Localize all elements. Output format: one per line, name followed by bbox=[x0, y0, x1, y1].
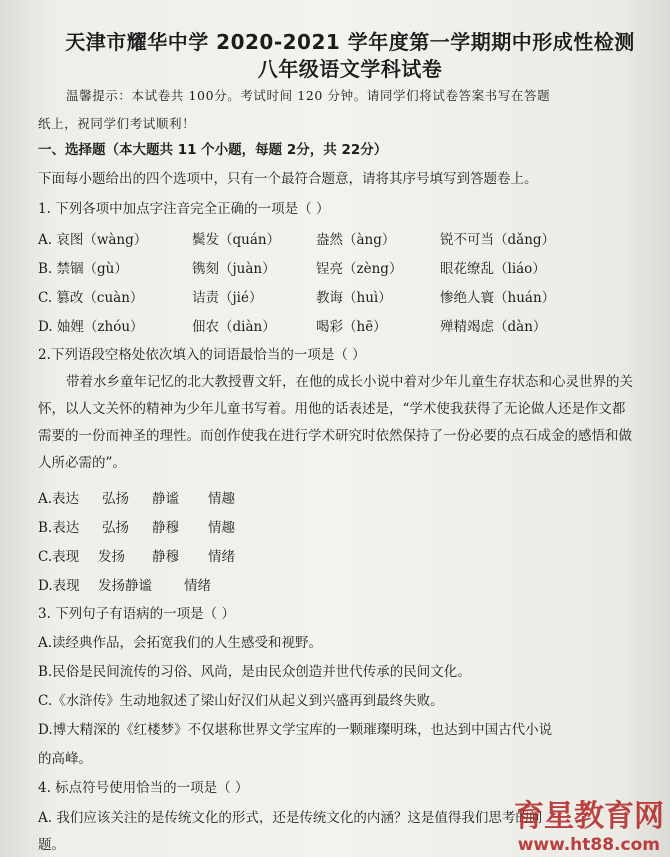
q3-option-d-cont: 的高峰。 bbox=[38, 751, 92, 767]
q3-option-c: C.《水浒传》生动地叙述了梁山好汉们从起义到兴盛再到最终失败。 bbox=[38, 693, 444, 709]
q3-option-d: D.博大精深的《红楼梦》不仅堪称世界文学宝库的一颗璀璨明珠，也达到中国古代小说 bbox=[38, 722, 553, 738]
section-heading: 一、选择题（本大题共 11 个小题，每题 2分，共 22分） bbox=[38, 142, 388, 158]
q4-option-a: A. 我们应该关注的是传统文化的形式，还是传统文化的内涵？这是值得我们思考的问 bbox=[38, 810, 543, 826]
q3-option-b: B.民俗是民间流传的习俗、风尚，是由民众创造并世代传承的民间文化。 bbox=[38, 664, 471, 680]
exam-subtitle: 八年级语文学科试卷 bbox=[257, 57, 443, 81]
q3-stem: 3. 下列句子有语病的一项是（ ） bbox=[38, 606, 235, 622]
section-instruction: 下面每小题给出的四个选项中，只有一个最符合题意，请将其序号填写到答题卷上。 bbox=[38, 171, 538, 187]
watermark-logo: 育星教育网 bbox=[514, 799, 664, 834]
q2-paragraph: 带着水乡童年记忆的北大教授曹文轩，在他的成长小说中着对少年儿童生存状态和心灵世界的关怀，以人文关怀的精神为少年儿童书写着。用他的话表述是，“学术使我获得了无论做人还是作文都需要的一份而神圣的理性。而创作使我在进行学术研究时依然保持了一份必要的点石成金的感悟和做人所必需的”。 bbox=[38, 374, 633, 471]
exam-title: 天津市耀华中学 2020-2021 学年度第一学期期中形成性检测 bbox=[65, 30, 635, 54]
exam-page: 天津市耀华中学 2020-2021 学年度第一学期期中形成性检测 八年级语文学科试卷 温馨提示：本试卷共 100分。考试时间 120 分钟。请同学们将试卷答案书写在答题 纸上，祝同学们考试顺利！ 一、选择题（本大题共 11 个小题，每题 2分，共 22分） 下面每小题给出的四个选项中，只有一个最符合题意，请将其序号填写到答题卷上。 1. 下列各项中加点字注音完全正确的一项是（ ） A. 哀图（wàng） 鬓发（quán） 盎然（àng） 锐不可当（dǎng） B. 禁锢（gù） 镌刻（juàn） 锃亮（zèng） 眼花缭乱（liáo） C. 篡改（cuàn） 诘责（jié） 教诲（huì） 惨绝人寰（huán） D. 妯娌（zhóu） 佃农（diàn） 喝彩（hē） 殚精竭虑（dàn） 2.下列语段空格处依次填入的词语最恰当的一项是（ ） 带着水乡童年记忆的北大教授曹文轩，在他的成长小说中着对少年儿童生存状态和心灵世界的关怀，以人文关怀的精神为少年儿童书写着。用他的话表述是，“学术使我获得了无论做人还是作文都需要的一份而神圣的理性。而创作使我在进行学术研究时依然保持了一份必要的点石成金的感悟和做人所必需的”。 A.表达 弘扬 静谧 情趣 B.表达 弘扬 静穆 情趣 C.表现 发扬 静穆 情绪 D.表现 发扬静谧 情绪 3. 下列句子有语病的一项是（ ） A.读经典作品，会拓宽我们的人生感受和视野。 B.民俗是民间流传的习俗、风尚，是由民众创造并世代传承的民间文化。 C.《水浒传》生动地叙述了梁山好汉们从起义到兴盛再到最终失败。 D.博大精深的《红楼梦》不仅堪称世界文学宝库的一颗璀璨明珠，也达到中国古代小说 的高峰。 4. 标点符号使用恰当的一项是（ ） A. 我们应该关注的是传统文化的形式，还是传统文化的内涵？这是值得我们思考的问 题。 育星教育网 www.ht88.com bbox=[0, 0, 670, 857]
tip-line-2: 纸上，祝同学们考试顺利！ bbox=[38, 116, 196, 131]
q2-stem: 2.下列语段空格处依次填入的词语最恰当的一项是（ ） bbox=[38, 347, 366, 363]
q3-option-a: A.读经典作品，会拓宽我们的人生感受和视野。 bbox=[38, 635, 323, 651]
tip-line-1: 温馨提示：本试卷共 100分。考试时间 120 分钟。请同学们将试卷答案书写在答题 bbox=[66, 88, 551, 103]
watermark-url: www.ht88.com bbox=[517, 835, 660, 855]
q1-stem: 1. 下列各项中加点字注音完全正确的一项是（ ） bbox=[38, 201, 330, 217]
q4-option-a-cont: 题。 bbox=[38, 837, 65, 853]
q4-stem: 4. 标点符号使用恰当的一项是（ ） bbox=[38, 780, 249, 796]
